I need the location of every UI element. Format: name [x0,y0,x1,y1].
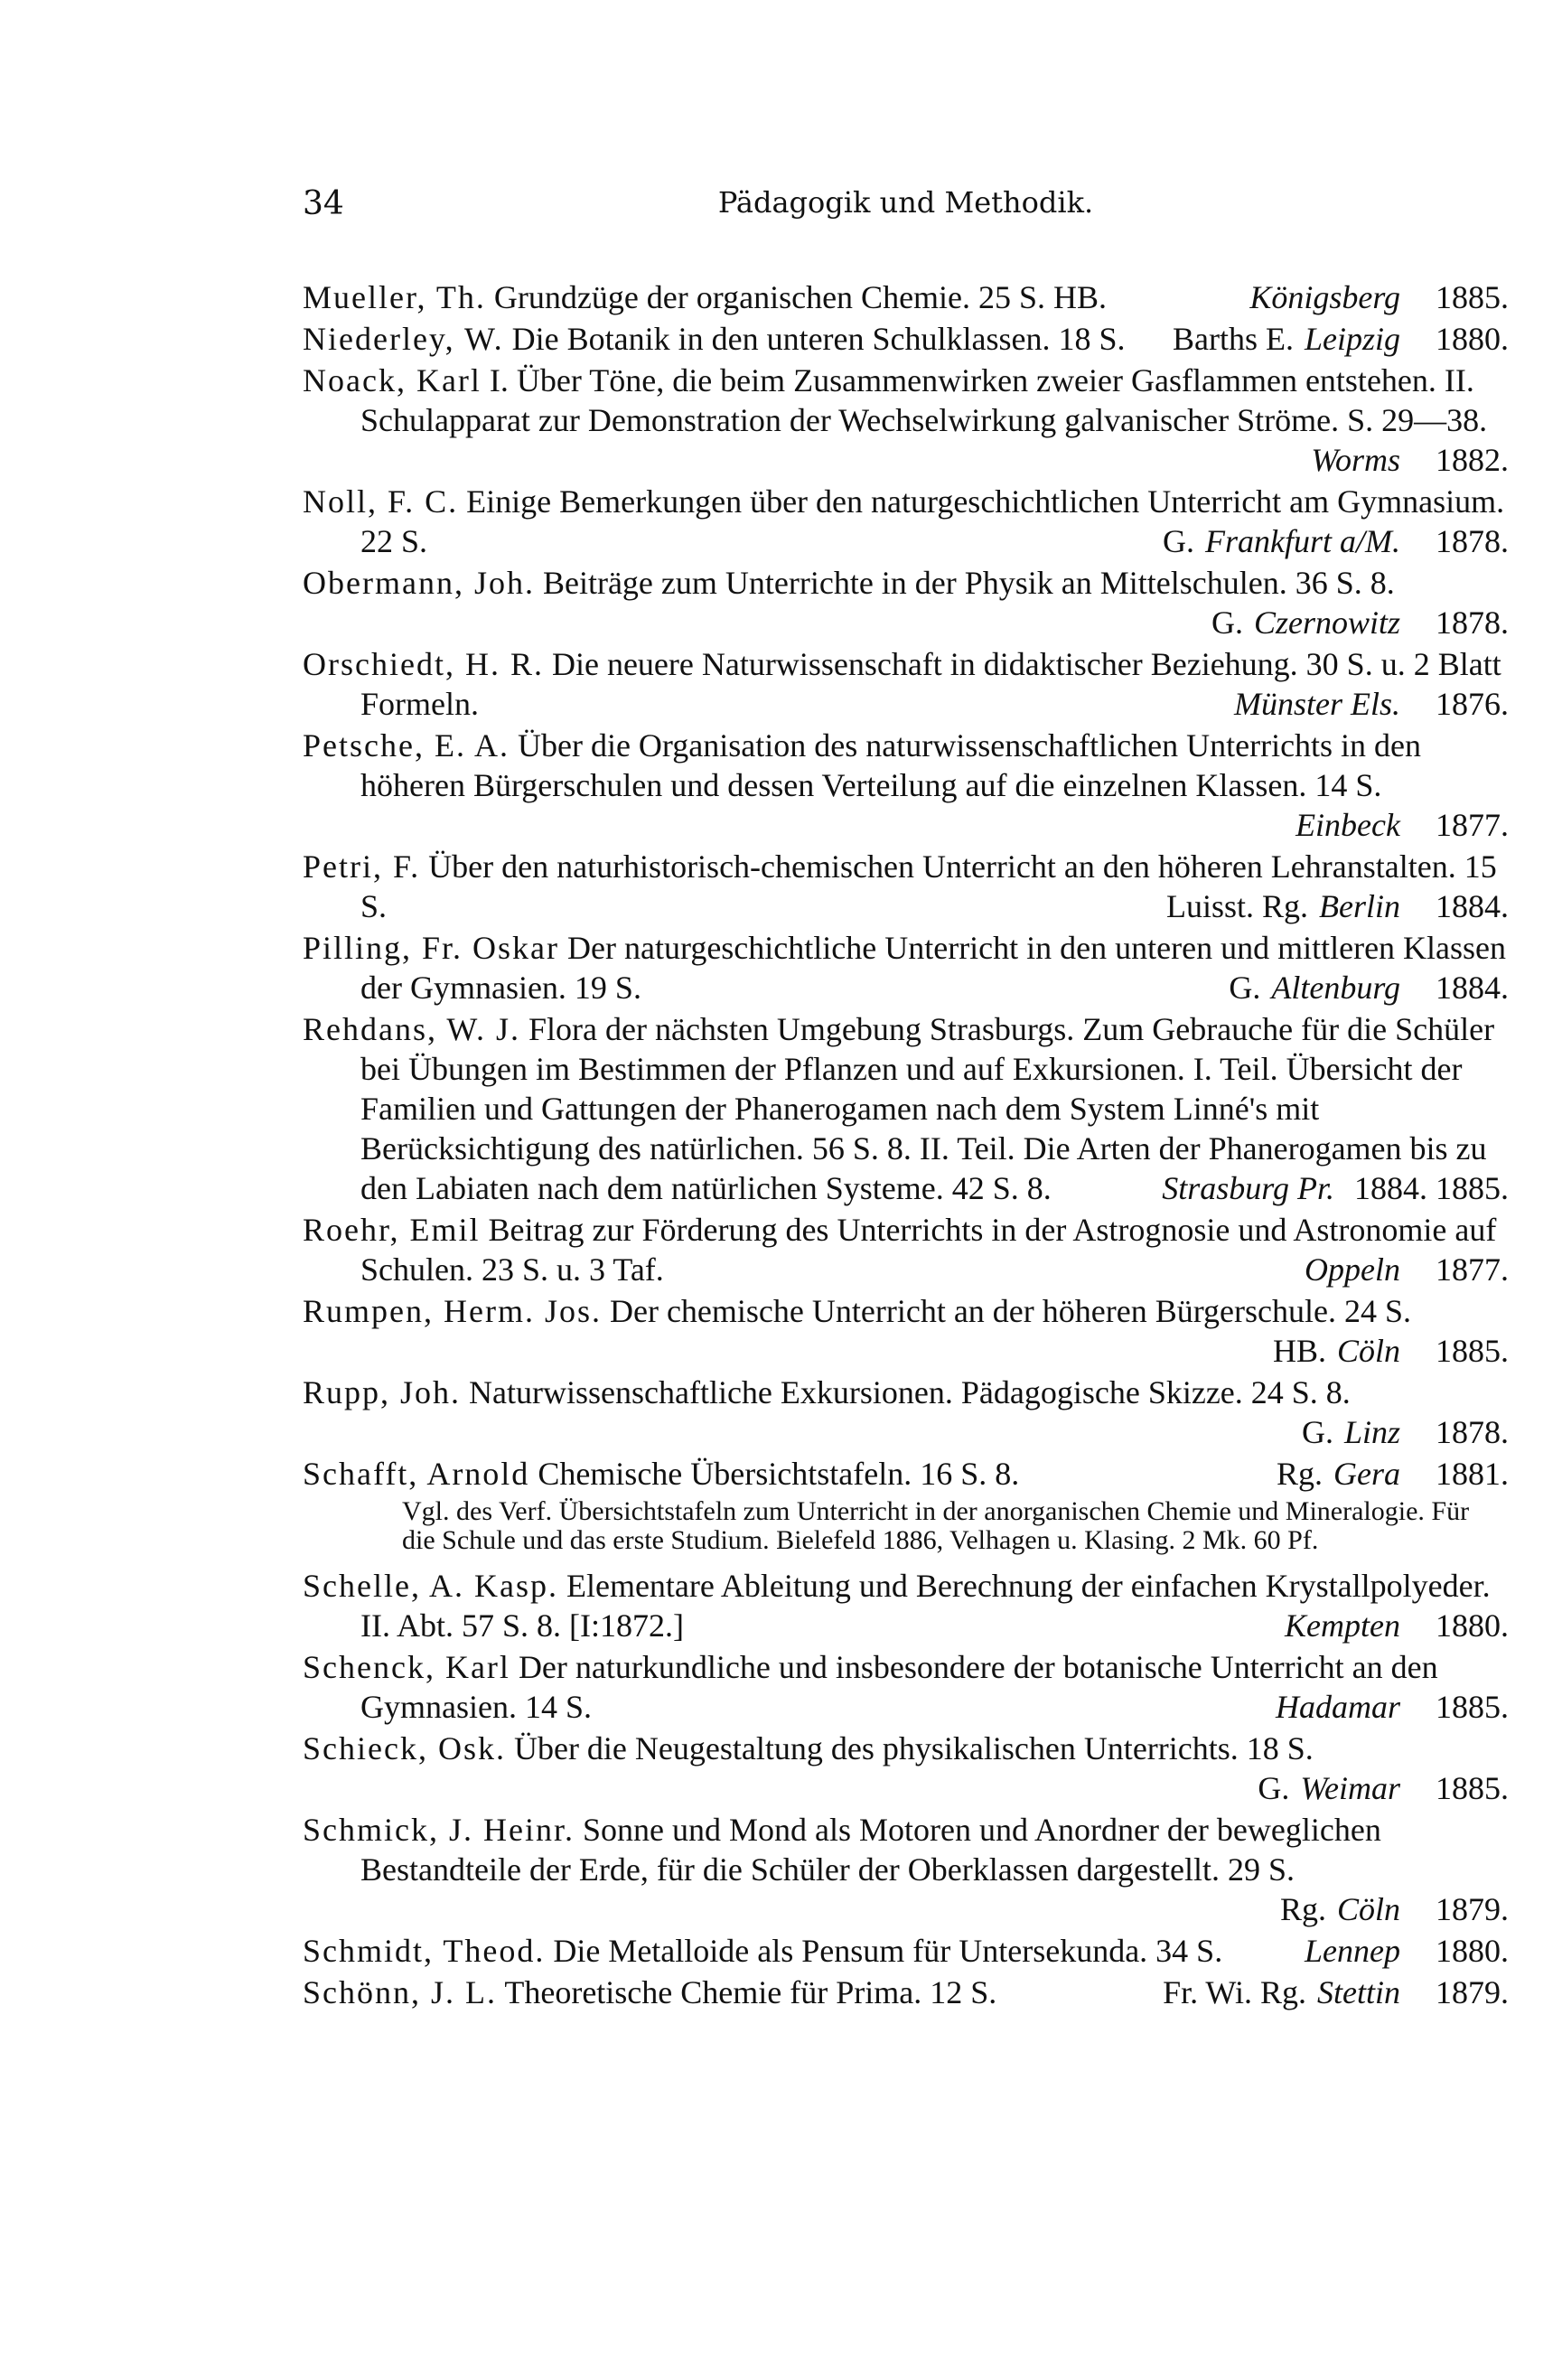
entry-author: Rupp, Joh. [303,1374,462,1410]
entry-place: Leipzig [1304,321,1400,357]
entry-imprint [1295,805,1509,845]
entry-place: Cöln [1336,1891,1400,1927]
entry-imprint [1166,886,1509,926]
entry-place: Frankfurt a/M. [1205,523,1400,559]
entry-publisher: Barths E. [1173,321,1294,357]
bibliography-entry [303,1373,1509,1452]
entry-year: 1877. [1436,1251,1509,1288]
entry-title: Flora der nächsten Umgebung Strasburgs. Zum Gebrauche für die Schüler bei Übungen im Bestimmen der Pflanzen und auf Exkursionen. I. Teil. Übersicht der Familien und Gattungen der Phanerogamen nach dem System Linné's mit Berücksichtigung des natürlichen. 56 S. 8. II. Teil. Die Arten der Phanerogamen bis zu den Labiaten nach dem natürlichen Systeme. 42 S. 8. [360,1011,1495,1206]
entry-year: 1876. [1436,686,1509,722]
entry-year: 1885. [1436,279,1509,315]
entry-author: Roehr, Emil [303,1212,481,1248]
entry-year: 1878. [1436,523,1509,559]
entry-year: 1884. 1885. [1354,1170,1509,1206]
entry-publisher: Rg. [1279,1891,1326,1927]
entry-publisher: G. [1301,1414,1333,1450]
entry-title: Naturwissenschaftliche Exkursionen. Pädagogische Skizze. 24 S. 8. [469,1374,1351,1410]
entry-author: Schmick, J. Heinr. [303,1812,575,1848]
entry-year: 1885. [1436,1333,1509,1369]
entry-title: Chemische Übersichtstafeln. 16 S. 8. [538,1456,1020,1492]
bibliography-entry [303,928,1509,1007]
entry-author: Schelle, A. Kasp. [303,1568,558,1604]
bibliography-entry [303,319,1509,359]
entry-year: 1885. [1436,1689,1509,1725]
entry-publisher: G. [1258,1770,1290,1806]
bibliography-entry [303,847,1509,926]
entry-author: Petsche, E. A. [303,727,510,764]
entry-place: Einbeck [1295,807,1400,843]
entry-author: Schafft, Arnold [303,1456,530,1492]
entry-author: Orschiedt, H. R. [303,646,544,682]
entry-author: Schieck, Osk. [303,1730,506,1766]
entry-publisher: HB. [1272,1333,1326,1369]
entry-place: Weimar [1300,1770,1400,1806]
entry-imprint [1211,603,1509,642]
entry-author: Mueller, Th. [303,279,486,315]
entry-imprint [1305,1250,1509,1289]
entry-place: Cöln [1336,1333,1400,1369]
entry-year: 1881. [1436,1456,1509,1492]
entry-place: Altenburg [1271,970,1400,1006]
entry-title: Grundzüge der organischen Chemie. 25 S. HB. [493,279,1108,315]
entry-imprint [1280,1889,1509,1929]
entry-imprint [1285,1606,1509,1645]
entry-title: Über den naturhistorisch-chemischen Unterricht an den höheren Lehranstalten. 15 S. [360,848,1497,924]
entry-title: Der naturgeschichtliche Unterricht in den unteren und mittleren Klassen der Gymnasien. 19 S. [360,930,1507,1006]
entry-imprint [1162,1168,1509,1208]
entry-imprint [1249,277,1509,317]
entry-title: I. Über Töne, die beim Zusammenwirken zweier Gasflammen entstehen. II. Schulapparat zur Demonstration der Wechselwirkung galvanischer Ströme. S. 29—38. [360,362,1488,438]
entry-imprint [1302,1412,1509,1452]
book-page [303,185,1509,2014]
bibliography-list [303,277,1509,2012]
entry-year: 1884. [1436,970,1509,1006]
entry-title: Beitrag zur Förderung des Unterrichts in der Astrognosie und Astronomie auf Schulen. 23 S. u. 3 Taf. [360,1212,1497,1288]
entry-publisher: Luisst. Rg. [1165,888,1309,924]
entry-place: Stettin [1317,1974,1400,2010]
entry-year: 1877. [1436,807,1509,843]
entry-place: Kempten [1285,1607,1400,1644]
entry-imprint [1163,521,1509,561]
entry-place: Strasburg Pr. [1162,1170,1334,1206]
page-header [303,185,1509,239]
entry-imprint [1258,1768,1509,1808]
entry-place: Czernowitz [1253,604,1400,641]
entry-place: Oppeln [1305,1251,1400,1288]
bibliography-entry [303,1566,1509,1645]
entry-author: Rumpen, Herm. Jos. [303,1293,602,1329]
entry-year: 1885. [1436,1770,1509,1806]
bibliography-entry [303,644,1509,724]
entry-author: Schenck, Karl [303,1649,510,1685]
bibliography-entry [303,1729,1509,1808]
entry-year: 1880. [1436,321,1509,357]
entry-imprint [1163,1972,1509,2012]
entry-title: Theoretische Chemie für Prima. 12 S. [504,1974,997,2010]
entry-author: Noack, Karl [303,362,482,398]
entry-imprint [1276,1687,1509,1727]
entry-author: Schmidt, Theod. [303,1933,546,1969]
bibliography-entry [303,1647,1509,1727]
bibliography-entry [303,1210,1509,1289]
bibliography-entry [303,1972,1509,2012]
entry-author: Niederley, W. [303,321,504,357]
entry-imprint [1311,440,1509,480]
entry-place: Hadamar [1275,1689,1400,1725]
entry-title: Über die Organisation des naturwissenschaftlichen Unterrichts in den höheren Bürgerschulen und dessen Verteilung auf die einzelnen Klassen. 14 S. [360,727,1422,803]
entry-year: 1878. [1436,604,1509,641]
entry-title: Der naturkundliche und insbesondere der botanische Unterricht an den Gymnasien. 14 S. [360,1649,1438,1725]
entry-place: Münster Els. [1234,686,1400,722]
entry-publisher: Fr. Wi. Rg. [1163,1974,1306,2010]
entry-author: Noll, F. C. [303,483,459,520]
entry-publisher: G. [1163,523,1195,559]
entry-year: 1878. [1436,1414,1509,1450]
entry-place: Gera [1333,1456,1400,1492]
entry-title: Einige Bemerkungen über den naturgeschichtlichen Unterricht am Gymnasium. 22 S. [360,483,1505,559]
entry-imprint [1277,1454,1509,1494]
entry-place: Linz [1343,1414,1400,1450]
entry-author: Petri, F. [303,848,421,885]
entry-place: Lennep [1305,1933,1400,1969]
entry-year: 1884. [1436,888,1509,924]
entry-year: 1879. [1436,1891,1509,1927]
entry-year: 1880. [1436,1933,1509,1969]
entry-title: Der chemische Unterricht an der höheren Bürgerschule. 24 S. [609,1293,1412,1329]
entry-publisher: Rg. [1276,1456,1323,1492]
entry-place: Berlin [1319,888,1400,924]
entry-year: 1882. [1436,442,1509,478]
bibliography-entry [303,1009,1509,1208]
entry-author: Pilling, Fr. Oskar [303,930,560,966]
running-title: Pädagogik und Methodik. [717,185,1094,220]
entry-author: Obermann, Joh. [303,565,535,601]
entry-title: Die Botanik in den unteren Schulklassen. 18 S. [511,321,1126,357]
bibliography-entry [303,277,1509,317]
entry-imprint [1273,1331,1509,1371]
entry-publisher: G. [1229,970,1261,1006]
entry-year: 1880. [1436,1607,1509,1644]
entry-title: Die neuere Naturwissenschaft in didaktischer Beziehung. 30 S. u. 2 Blatt Formeln. [360,646,1501,722]
entry-publisher: G. [1211,604,1243,641]
bibliography-entry [303,1291,1509,1371]
entry-title: Beiträge zum Unterrichte in der Physik an Mittelschulen. 36 S. 8. [542,565,1395,601]
entry-note: Vgl. des Verf. Übersichtstafeln zum Unterricht in der anorganischen Chemie und Mineralogie. Für die Schule und das erste Studium. Bielefeld 1886, Velhagen u. Klasing. 2 Mk. 60 Pf. [402,1496,1470,1555]
entry-imprint [1234,684,1509,724]
entry-title: Elementare Ableitung und Berechnung der einfachen Krystallpolyeder. II. Abt. 57 S. 8. [I:1872.] [360,1568,1491,1644]
bibliography-entry [303,361,1509,480]
page-number: 34 [303,185,344,222]
entry-year: 1879. [1436,1974,1509,2010]
entry-imprint [1305,1931,1509,1971]
bibliography-entry [303,1810,1509,1929]
entry-imprint [1173,319,1509,359]
entry-author: Schönn, J. L. [303,1974,497,2010]
bibliography-entry [303,482,1509,561]
entry-place: Königsberg [1249,279,1400,315]
entry-imprint [1229,968,1509,1007]
entry-author: Rehdans, W. J. [303,1011,521,1047]
bibliography-entry [303,1931,1509,1971]
entry-title: Sonne und Mond als Motoren und Anordner der beweglichen Bestandteile der Erde, für die Schüler der Oberklassen dargestellt. 29 S. [360,1812,1381,1888]
bibliography-entry [303,563,1509,642]
bibliography-entry [303,1454,1509,1494]
entry-title: Die Metalloide als Pensum für Untersekunda. 34 S. [553,1933,1223,1969]
bibliography-entry [303,726,1509,845]
entry-place: Worms [1311,442,1400,478]
entry-title: Über die Neugestaltung des physikalischen Unterrichts. 18 S. [513,1730,1314,1766]
